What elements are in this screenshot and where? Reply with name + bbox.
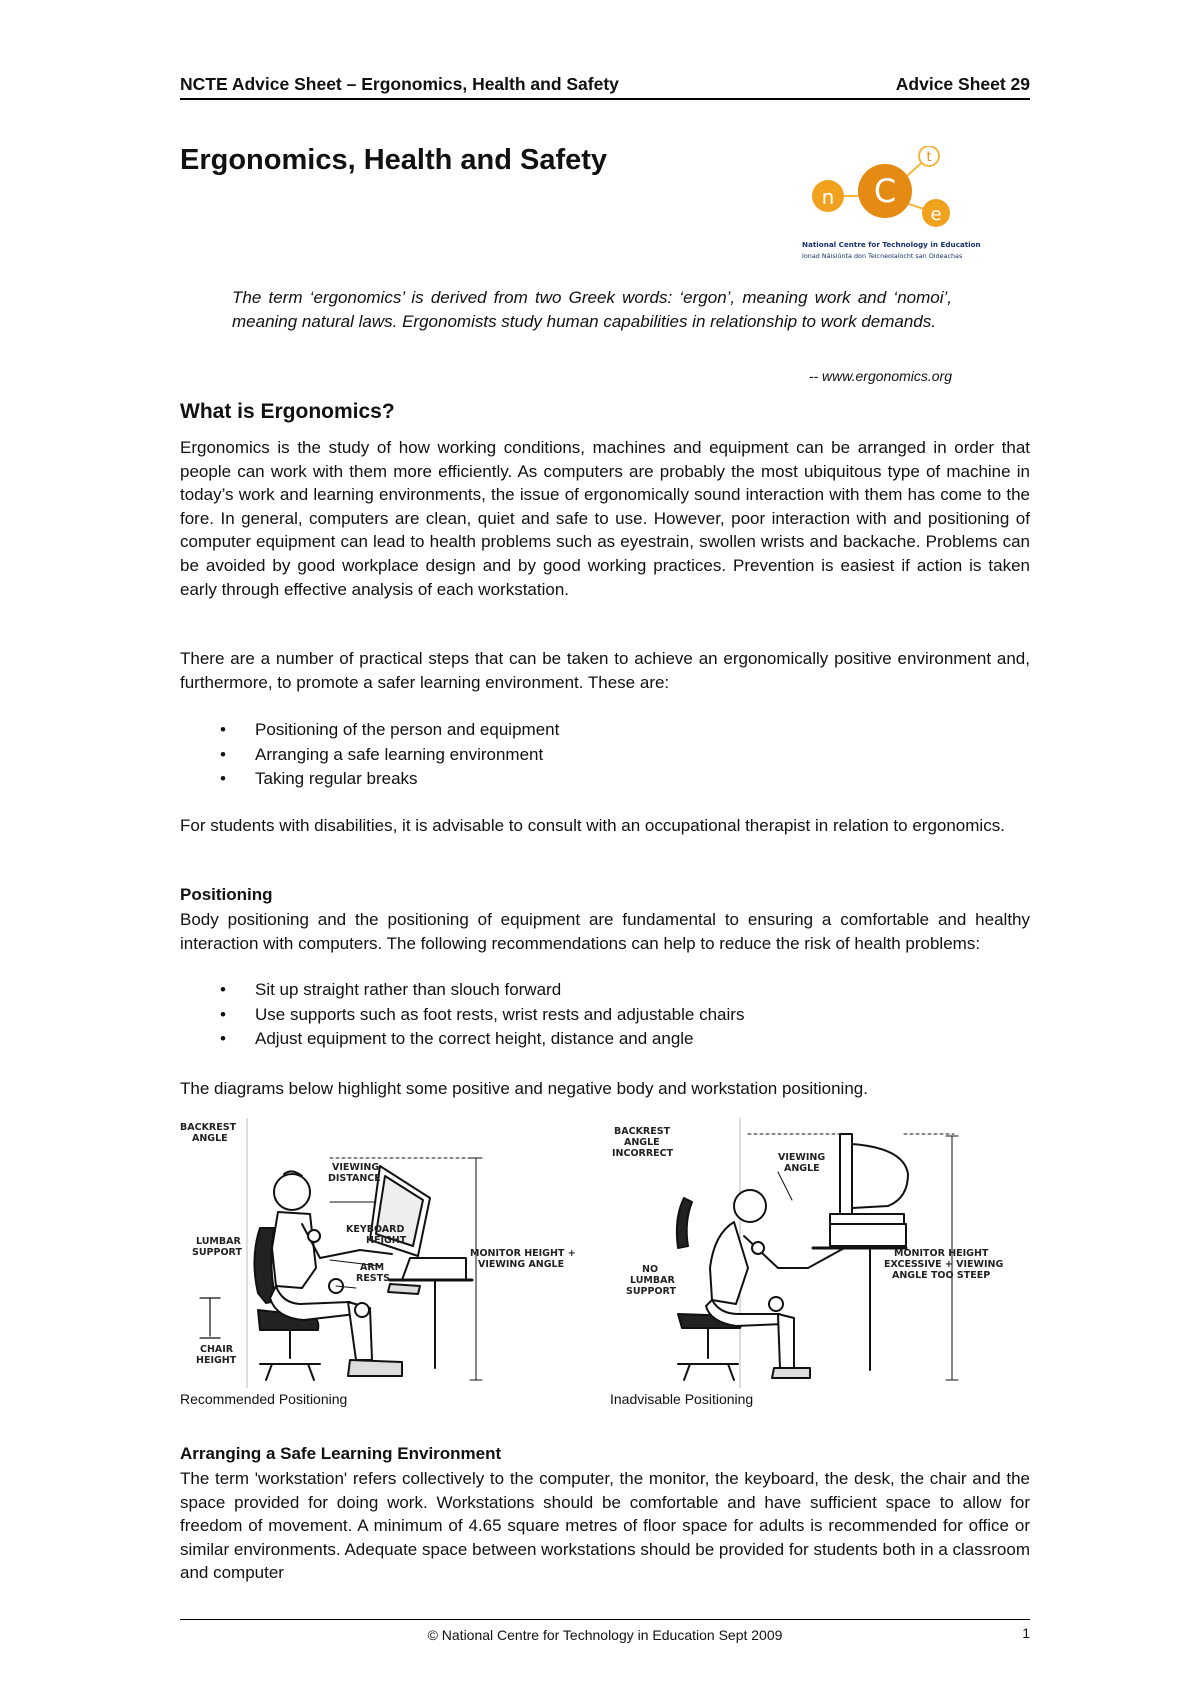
list-item: • Adjust equipment to the correct height, distance and angle bbox=[200, 1027, 1030, 1052]
footer-copyright: © National Centre for Technology in Education Sept 2009 bbox=[427, 1627, 783, 1643]
header-title: NCTE Advice Sheet – Ergonomics, Health and Safety bbox=[180, 74, 619, 94]
label-monitor-height-2: VIEWING ANGLE bbox=[478, 1259, 565, 1270]
label-monitor-height-excessive-2: EXCESSIVE + VIEWING bbox=[884, 1259, 1004, 1270]
definition-quote: The term ‘ergonomics’ is derived from two Greek words: ‘ergon’, meaning work and ‘nomoi’, meaning natural laws. Ergonomists study human capabilities in relationship to work demands. bbox=[232, 288, 952, 331]
recommended-positioning-diagram bbox=[180, 1118, 580, 1398]
page-title: Ergonomics, Health and Safety bbox=[180, 144, 608, 176]
label-chair-height: CHAIR bbox=[200, 1344, 234, 1355]
caption-recommended-positioning: Recommended Positioning bbox=[180, 1391, 348, 1407]
quote-source: -- www.ergonomics.org bbox=[808, 368, 952, 384]
logo-letter-c: C bbox=[873, 172, 897, 210]
label-no-lumbar-support: NO bbox=[642, 1264, 659, 1275]
caption-inadvisable-positioning: Inadvisable Positioning bbox=[610, 1391, 754, 1407]
label-backrest-angle-incorrect-3: INCORRECT bbox=[612, 1148, 674, 1159]
label-viewing-distance-2: DISTANCE bbox=[328, 1173, 381, 1184]
label-lumbar-support: LUMBAR bbox=[196, 1236, 241, 1247]
list-item: • Positioning of the person and equipment bbox=[200, 718, 1030, 743]
paragraph-definition: Ergonomics is the study of how working conditions, machines and equipment can be arranged in order that people can work with them more efficiently. As computers are probably the most ubiquitous type of machine in today’s work and learning environments, the issue of ergonomically sound interaction with them has come to the fore. In general, computers are clean, quiet and safe to use. However, poor interaction with and positioning of computer equipment can lead to health problems such as eyestrain, swollen wrists and backache. Problems can be avoided by good workplace design and by good working practices. Prevention is easiest if action is taken early through effective analysis of each workstation. bbox=[180, 438, 1030, 599]
paragraph-diagram-intro: The diagrams below highlight some positive and negative body and workstation positioning. bbox=[180, 1079, 868, 1098]
label-arm-rests: ARM bbox=[360, 1262, 385, 1273]
practical-steps-list bbox=[200, 718, 1030, 792]
label-lumbar-support-2: SUPPORT bbox=[192, 1247, 242, 1258]
label-no-lumbar-support-3: SUPPORT bbox=[626, 1286, 676, 1297]
label-no-lumbar-support-2: LUMBAR bbox=[630, 1275, 675, 1286]
running-header bbox=[180, 74, 1030, 100]
label-backrest-angle-2: ANGLE bbox=[192, 1133, 228, 1144]
label-viewing-angle: VIEWING bbox=[778, 1152, 826, 1163]
logo-english-name: National Centre for Technology in Education bbox=[802, 240, 981, 249]
logo-letter-e: e bbox=[930, 204, 942, 225]
subheading-arranging: Arranging a Safe Learning Environment bbox=[180, 1444, 502, 1463]
header-sheet-number: Advice Sheet 29 bbox=[895, 74, 1030, 94]
label-arm-rests-2: RESTS bbox=[356, 1273, 390, 1284]
page-number: 1 bbox=[1022, 1625, 1030, 1641]
logo-letter-n: n bbox=[821, 185, 835, 209]
paragraph-practical-steps: There are a number of practical steps that can be taken to achieve an ergonomically positive environment and, furthermore, to promote a safer learning environment. These are: bbox=[180, 649, 1030, 692]
recommended-illustration bbox=[200, 1118, 482, 1388]
label-backrest-angle: BACKREST bbox=[180, 1122, 237, 1133]
list-item: • Use supports such as foot rests, wrist rests and adjustable chairs bbox=[200, 1003, 1030, 1028]
paragraph-arranging: The term 'workstation' refers collectively to the computer, the monitor, the keyboard, the desk, the chair and the space provided for doing work. Workstations should be comfortable and have sufficient space to allow for freedom of movement. A minimum of 4.65 square metres of floor space for adults is recommended for office or similar environments. Adequate space between workstations should be provided for students both in a classroom and computer bbox=[180, 1469, 1030, 1583]
list-item: • Arranging a safe learning environment bbox=[200, 743, 1030, 768]
paragraph-positioning: Body positioning and the positioning of equipment are fundamental to ensuring a comfortable and healthy interaction with computers. The following recommendations can help to reduce the risk of health problems: bbox=[180, 910, 1030, 953]
label-monitor-height: MONITOR HEIGHT + bbox=[470, 1248, 576, 1259]
list-item: • Taking regular breaks bbox=[200, 767, 1030, 792]
label-backrest-angle-incorrect: BACKREST bbox=[614, 1126, 671, 1137]
section-heading-what-is-ergonomics: What is Ergonomics? bbox=[180, 400, 395, 423]
label-chair-height-2: HEIGHT bbox=[196, 1355, 237, 1366]
label-keyboard-height: KEYBOARD bbox=[346, 1224, 405, 1235]
positioning-recommendations-list bbox=[200, 978, 1030, 1052]
paragraph-disabilities: For students with disabilities, it is advisable to consult with an occupational therapist in relation to ergonomics. bbox=[180, 816, 1005, 835]
label-monitor-height-excessive: MONITOR HEIGHT bbox=[894, 1248, 989, 1259]
inadvisable-positioning-diagram bbox=[608, 1118, 1028, 1398]
label-viewing-distance: VIEWING bbox=[332, 1162, 380, 1173]
label-monitor-height-excessive-3: ANGLE TOO STEEP bbox=[892, 1270, 991, 1281]
subheading-positioning: Positioning bbox=[180, 885, 273, 904]
logo-irish-name: Ionad Náisiúnta don Teicneolaíocht san Oideachas bbox=[802, 252, 963, 260]
label-backrest-angle-incorrect-2: ANGLE bbox=[624, 1137, 660, 1148]
logo-letter-t: t bbox=[926, 150, 932, 165]
label-keyboard-height-2: HEIGHT bbox=[366, 1235, 407, 1246]
list-item: • Sit up straight rather than slouch forward bbox=[200, 978, 1030, 1003]
footer-divider bbox=[180, 1619, 1030, 1620]
label-viewing-angle-2: ANGLE bbox=[784, 1163, 820, 1174]
ncte-logo bbox=[790, 146, 1030, 266]
